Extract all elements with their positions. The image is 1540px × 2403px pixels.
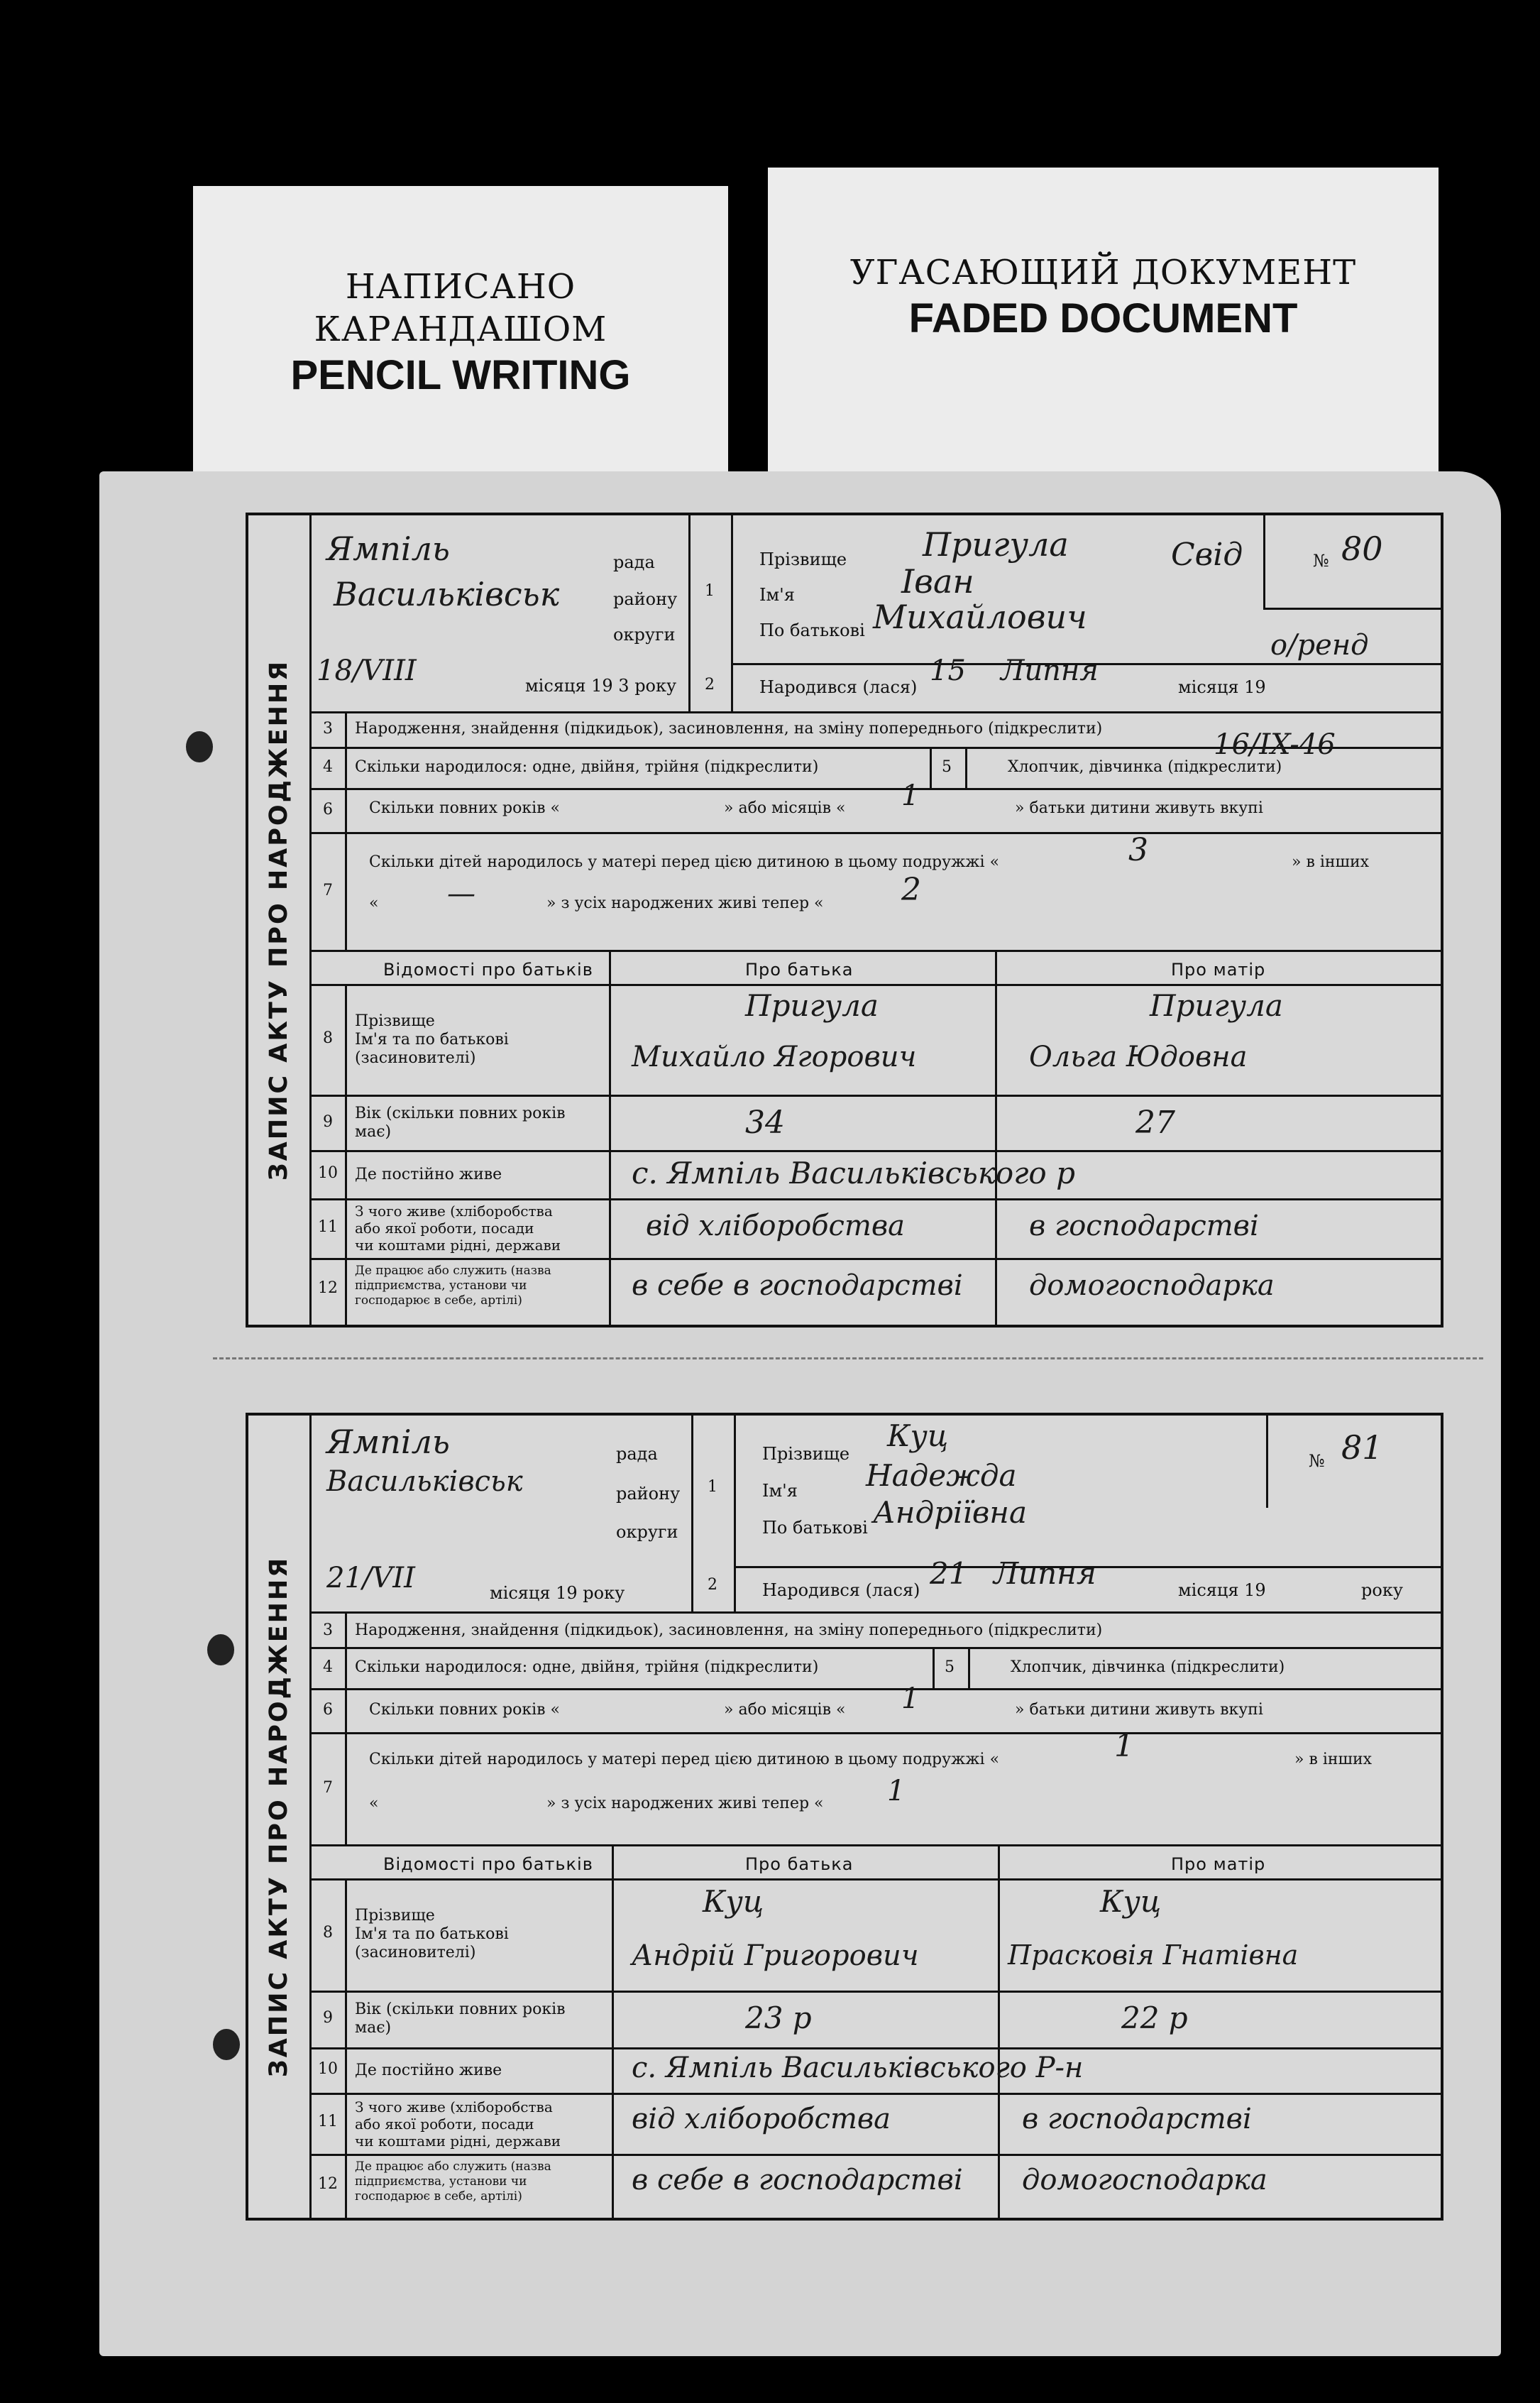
row6-label-c: » батьки дитини живуть вкупі: [1015, 799, 1263, 817]
row6-label-b: » або місяців «: [724, 1701, 846, 1719]
birth-month: Липня: [994, 1556, 1096, 1591]
row-number: 12: [318, 2175, 338, 2193]
pencil-writing-card: [193, 186, 728, 477]
father-age: 34: [745, 1105, 785, 1141]
form-title-vertical: ЗАПИС АКТУ ПРО НАРОДЖЕННЯ: [248, 1416, 312, 2218]
handwritten-surname: Пригула: [923, 525, 1069, 564]
row3-label: Народження, знайдення (підкидьок), засиновлення, на зміну попереднього (підкреслити): [355, 1621, 1103, 1639]
row-number: 1: [705, 582, 715, 600]
born-label: Народився (лася): [762, 1580, 920, 1600]
row-number: 10: [318, 1164, 338, 1182]
punch-hole: [207, 1634, 234, 1665]
row7-label-c: «: [369, 1795, 379, 1812]
children-other: —: [447, 877, 475, 910]
month-year-label: місяця 19 3 року: [525, 676, 677, 696]
mother-name: Ольга Юдовна: [1029, 1041, 1248, 1073]
handwritten-name: Надежда: [866, 1458, 1017, 1493]
card-en-label: PENCIL WRITING: [290, 352, 631, 398]
handwritten-surname: Куц: [887, 1418, 949, 1453]
row-number: 11: [318, 1218, 338, 1236]
card-ru-line1: НАПИСАНО: [345, 267, 576, 307]
patronymic-label: По батькові: [762, 1518, 868, 1538]
mother-living: в господарстві: [1029, 1210, 1259, 1242]
rada-label: рада: [616, 1444, 658, 1464]
mother-surname: Пригула: [1150, 988, 1283, 1023]
punch-hole: [213, 2029, 240, 2060]
raionu-label: району: [613, 589, 678, 609]
father-age: 23 р: [745, 2000, 812, 2035]
row6-label-b: » або місяців «: [724, 799, 846, 817]
row7-label: Скільки дітей народилось у матері перед цією дитиною в цьому подружжі «: [369, 853, 1000, 871]
birth-day: 21: [930, 1556, 968, 1591]
row-number: 4: [323, 1658, 333, 1676]
row7-label-d: » з усіх народжених живі тепер «: [546, 1795, 824, 1812]
handwritten-date: 18/VIII: [317, 655, 417, 687]
row-number: 12: [318, 1279, 338, 1297]
residence: с. Ямпіль Васильківського Р-н: [632, 2052, 1084, 2084]
months-together: 1: [901, 779, 920, 812]
father-header: Про батька: [745, 960, 854, 980]
punch-hole: [186, 731, 213, 762]
row9-label: Вік (скільки повних років має): [355, 1105, 566, 1141]
form-title-vertical: ЗАПИС АКТУ ПРО НАРОДЖЕННЯ: [248, 515, 312, 1325]
row-number: 5: [945, 1658, 955, 1676]
mother-age: 27: [1135, 1105, 1175, 1141]
patronymic-label: По батькові: [759, 620, 865, 640]
fold-line: [213, 1357, 1483, 1359]
birth-month: Липня: [1001, 655, 1099, 687]
mother-work: домогосподарка: [1029, 1269, 1275, 1302]
row7-label-d: » з усіх народжених живі тепер «: [546, 894, 824, 912]
handwritten-rada: Ямпіль: [326, 1423, 450, 1461]
okrugy-label: округи: [616, 1522, 678, 1542]
surname-label: Прізвище: [759, 549, 847, 569]
row7-label-b: » в інших: [1292, 853, 1370, 871]
handwritten-patronymic: Андріївна: [873, 1495, 1027, 1530]
handwritten-name: Іван: [901, 562, 974, 601]
annotation: Свід: [1171, 537, 1243, 573]
year-label: року: [1361, 1580, 1403, 1600]
row7-label-c: «: [369, 894, 379, 912]
residence: с. Ямпіль Васильківського р: [632, 1156, 1075, 1190]
row11-label: З чого живе (хліборобства або якої роботи, посади чи коштами рідні, держави: [355, 1203, 561, 1254]
row-number: 10: [318, 2060, 338, 2078]
born-label: Народився (лася): [759, 677, 918, 697]
parents-header: Відомості про батьків: [383, 1854, 593, 1874]
handwritten-patronymic: Михайлович: [873, 598, 1087, 636]
mother-surname: Куц: [1100, 1884, 1162, 1919]
months-together: 1: [901, 1682, 920, 1715]
row5-label: Хлопчик, дівчинка (підкреслити): [1011, 1658, 1285, 1676]
father-living: від хліборобства: [646, 1210, 906, 1242]
row7-label-b: » в інших: [1294, 1751, 1373, 1768]
surname-label: Прізвище: [762, 1444, 850, 1464]
mother-living: в господарстві: [1022, 2103, 1252, 2135]
father-header: Про батька: [745, 1854, 854, 1874]
row-number: 9: [323, 1113, 333, 1131]
birth-record-form-2: [246, 1413, 1443, 2221]
row12-label: Де працює або служить (назва підприємства, установи чи господарює в себе, артілі): [355, 1264, 551, 1308]
children-alive: 2: [901, 872, 921, 908]
row-number: 3: [323, 720, 333, 738]
father-name: Андрій Григорович: [632, 1939, 919, 1972]
father-work: в себе в господарстві: [632, 2164, 963, 2196]
card-ru-line2: КАРАНДАШОМ: [314, 310, 607, 349]
row-number: 6: [323, 801, 333, 819]
row6-label: Скільки повних років «: [369, 799, 560, 817]
row5-label: Хлопчик, дівчинка (підкреслити): [1008, 758, 1282, 776]
row6-label-c: » батьки дитини живуть вкупі: [1015, 1701, 1263, 1719]
row-number: 2: [708, 1576, 717, 1594]
handwritten-raionu: Васильківськ: [326, 1465, 523, 1498]
card-ru-line: УГАСАЮЩИЙ ДОКУМЕНТ: [849, 253, 1357, 292]
annotation: о/ренд: [1270, 629, 1369, 662]
number-sign: №: [1313, 551, 1329, 571]
father-surname: Куц: [703, 1884, 764, 1919]
birth-day: 15: [930, 655, 966, 687]
row10-label: Де постійно живе: [355, 1166, 502, 1183]
row-number: 4: [323, 758, 333, 776]
card-en-label: FADED DOCUMENT: [908, 295, 1298, 341]
record-number: 81: [1341, 1428, 1383, 1467]
row10-label: Де постійно живе: [355, 2062, 502, 2079]
row-number: 2: [705, 676, 715, 694]
row-number: 6: [323, 1701, 333, 1719]
father-surname: Пригула: [745, 988, 879, 1023]
row-number: 3: [323, 1621, 333, 1639]
mother-age: 22 р: [1121, 2000, 1188, 2035]
father-living: від хліборобства: [632, 2103, 891, 2135]
faded-document-card: [768, 168, 1439, 474]
mother-name: Прасковія Гнатівна: [1008, 1939, 1299, 1971]
children-before: 1: [1114, 1728, 1134, 1764]
row-number: 8: [323, 1924, 333, 1942]
row-number: 7: [323, 1779, 333, 1797]
record-number: 80: [1341, 530, 1383, 568]
rada-label: рада: [613, 552, 655, 572]
handwritten-raionu: Васильківськ: [334, 575, 560, 613]
row8-label: Прізвище Ім'я та по батькові (засиновителі): [355, 1012, 509, 1067]
annotation: 16/IX-46: [1214, 728, 1336, 761]
row7-label: Скільки дітей народилось у матері перед цією дитиною в цьому подружжі «: [369, 1751, 1000, 1768]
month-year-label: місяця 19 року: [490, 1583, 625, 1603]
row3-label: Народження, знайдення (підкидьок), засиновлення, на зміну попереднього (підкреслити): [355, 720, 1103, 738]
children-alive: 1: [887, 1775, 906, 1807]
children-before: 3: [1128, 832, 1148, 868]
handwritten-rada: Ямпіль: [326, 530, 450, 568]
mother-header: Про матір: [1171, 960, 1266, 980]
handwritten-date: 21/VII: [326, 1562, 415, 1594]
birth-record-form-1: [246, 513, 1443, 1328]
row-number: 5: [942, 758, 952, 776]
row11-label: З чого живе (хліборобства або якої роботи, посади чи коштами рідні, держави: [355, 2098, 561, 2150]
row-number: 9: [323, 2009, 333, 2027]
row6-label: Скільки повних років «: [369, 1701, 560, 1719]
father-work: в себе в господарстві: [632, 1269, 963, 1302]
raionu-label: району: [616, 1484, 681, 1504]
parents-header: Відомості про батьків: [383, 960, 593, 980]
month-label: місяця 19: [1178, 677, 1266, 697]
row8-label: Прізвище Ім'я та по батькові (засиновителі): [355, 1907, 509, 1961]
okrugy-label: округи: [613, 625, 676, 645]
mother-header: Про матір: [1171, 1854, 1266, 1874]
month-label: місяця 19: [1178, 1580, 1266, 1600]
row9-label: Вік (скільки повних років має): [355, 2000, 566, 2037]
row-number: 7: [323, 882, 333, 899]
row-number: 8: [323, 1029, 333, 1047]
name-label: Ім'я: [759, 585, 795, 605]
mother-work: домогосподарка: [1022, 2164, 1267, 2196]
row-number: 1: [708, 1478, 717, 1496]
row12-label: Де працює або служить (назва підприємства, установи чи господарює в себе, артілі): [355, 2160, 551, 2204]
row4-label: Скільки народилося: одне, двійня, трійня (підкреслити): [355, 1658, 819, 1676]
row4-label: Скільки народилося: одне, двійня, трійня (підкреслити): [355, 758, 819, 776]
number-sign: №: [1309, 1451, 1325, 1471]
father-name: Михайло Ягорович: [632, 1041, 917, 1073]
name-label: Ім'я: [762, 1481, 798, 1501]
row-number: 11: [318, 2113, 338, 2130]
